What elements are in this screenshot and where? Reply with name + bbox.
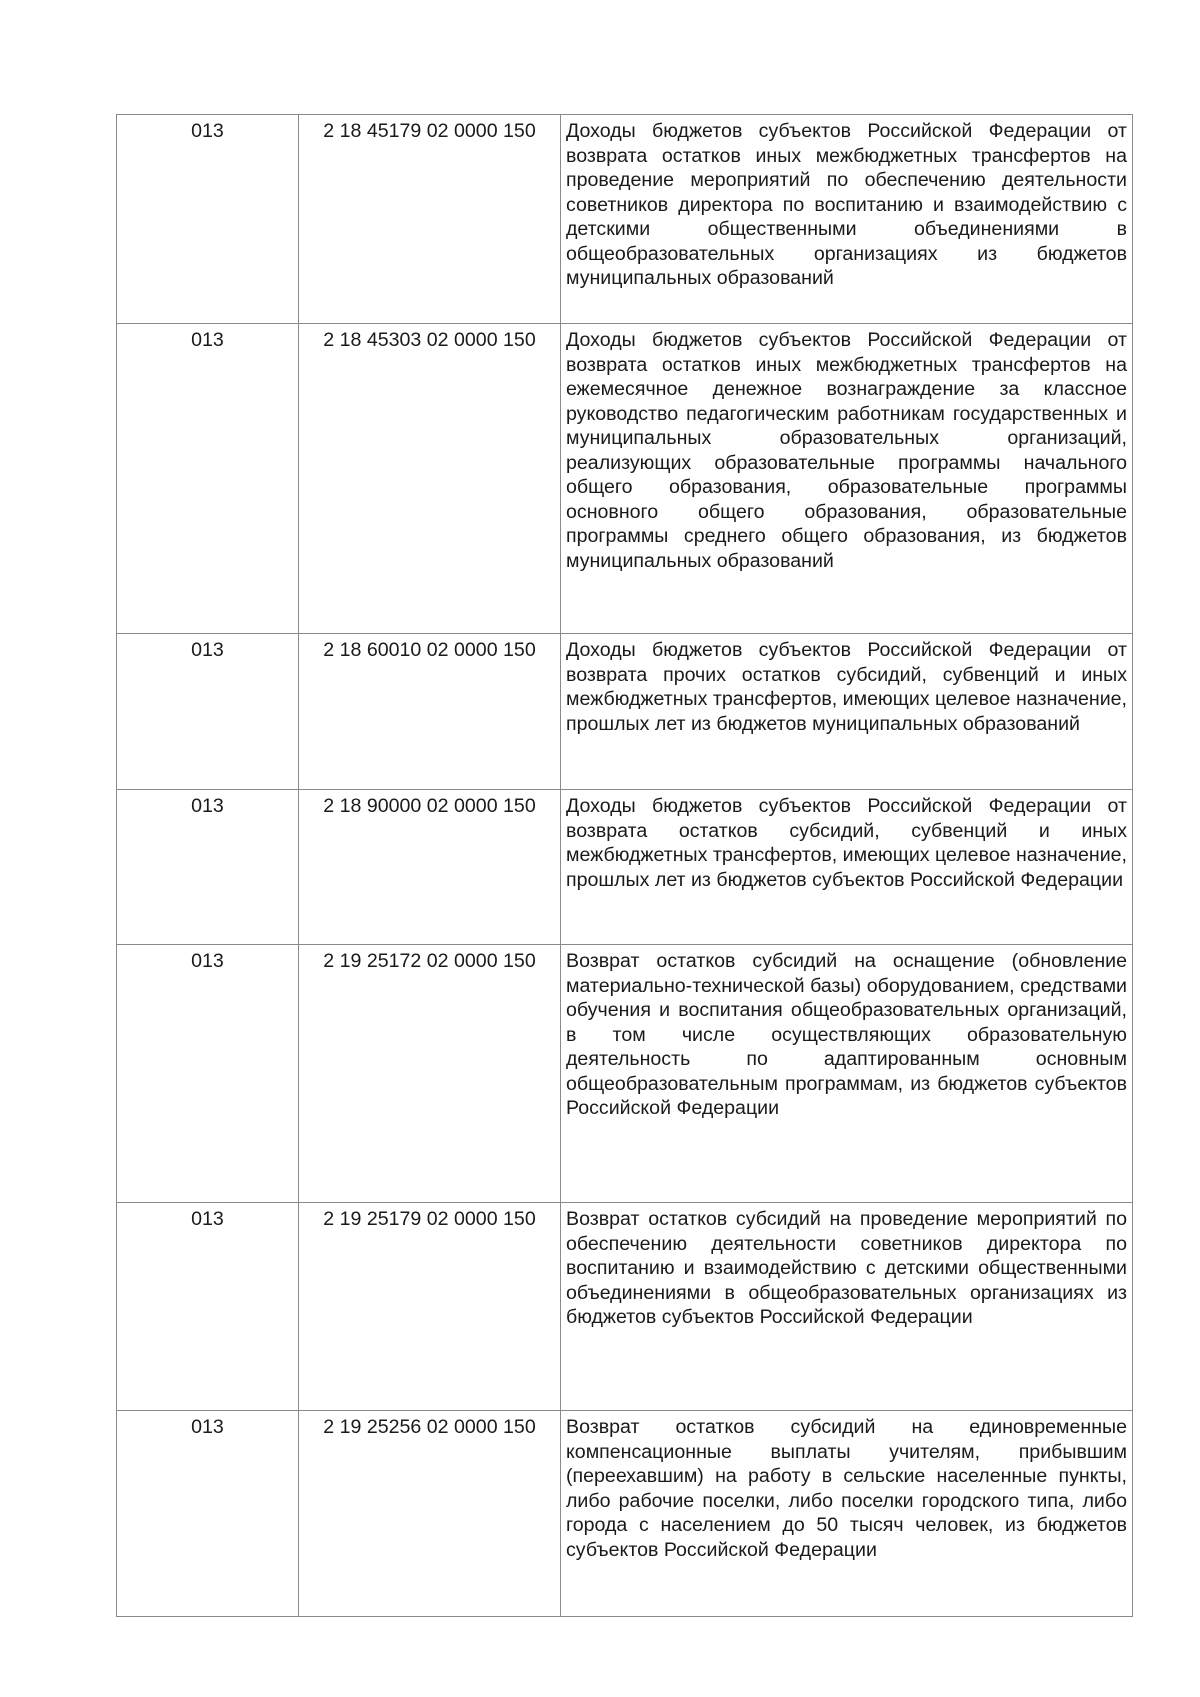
admin-code-cell: 013 bbox=[117, 634, 299, 790]
income-name-cell: Доходы бюджетов субъектов Российской Федерации от возврата остатков иных межбюджетных трансфертов на проведение мероприятий по обеспечению деятельности советников директора по воспитанию и взаимодействию с детскими общественными объединениями в общеобразовательных организациях из бюджетов муниципальных образований bbox=[561, 115, 1133, 324]
budget-code-cell: 2 18 60010 02 0000 150 bbox=[299, 634, 561, 790]
budget-code-cell: 2 19 25179 02 0000 150 bbox=[299, 1203, 561, 1411]
budget-code-cell: 2 18 45303 02 0000 150 bbox=[299, 324, 561, 634]
budget-code-cell: 2 18 90000 02 0000 150 bbox=[299, 790, 561, 945]
income-name-cell: Возврат остатков субсидий на единовременные компенсационные выплаты учителям, прибывшим (переехавшим) на работу в сельские населенные пункты, либо рабочие поселки, либо поселки городского типа, либо города с населением до 50 тысяч человек, из бюджетов субъектов Российской Федерации bbox=[561, 1411, 1133, 1617]
admin-code-cell: 013 bbox=[117, 1411, 299, 1617]
income-name-cell: Доходы бюджетов субъектов Российской Федерации от возврата прочих остатков субсидий, субвенций и иных межбюджетных трансфертов, имеющих целевое назначение, прошлых лет из бюджетов муниципальных образований bbox=[561, 634, 1133, 790]
budget-code-cell: 2 19 25256 02 0000 150 bbox=[299, 1411, 561, 1617]
budget-code-cell: 2 18 45179 02 0000 150 bbox=[299, 115, 561, 324]
table-row bbox=[117, 115, 1133, 324]
income-name-cell: Доходы бюджетов субъектов Российской Федерации от возврата остатков иных межбюджетных трансфертов на ежемесячное денежное вознаграждение за классное руководство педагогическим работникам государственных и муниципальных образовательных организаций, реализующих образовательные программы начального общего образования, образовательные программы основного общего образования, образовательные программы среднего общего образования, из бюджетов муниципальных образований bbox=[561, 324, 1133, 634]
table-row bbox=[117, 790, 1133, 945]
table-row bbox=[117, 324, 1133, 634]
budget-code-cell: 2 19 25172 02 0000 150 bbox=[299, 945, 561, 1203]
admin-code-cell: 013 bbox=[117, 324, 299, 634]
admin-code-cell: 013 bbox=[117, 1203, 299, 1411]
table-row bbox=[117, 634, 1133, 790]
admin-code-cell: 013 bbox=[117, 790, 299, 945]
income-name-cell: Возврат остатков субсидий на оснащение (обновление материально-технической базы) оборудованием, средствами обучения и воспитания общеобразовательных организаций, в том числе осуществляющих образовательную деятельность по адаптированным основным общеобразовательным программам, из бюджетов субъектов Российской Федерации bbox=[561, 945, 1133, 1203]
income-name-cell: Доходы бюджетов субъектов Российской Федерации от возврата остатков субсидий, субвенций и иных межбюджетных трансфертов, имеющих целевое назначение, прошлых лет из бюджетов субъектов Российской Федерации bbox=[561, 790, 1133, 945]
table-row bbox=[117, 945, 1133, 1203]
table-body bbox=[117, 115, 1133, 1617]
table-row bbox=[117, 1411, 1133, 1617]
admin-code-cell: 013 bbox=[117, 115, 299, 324]
income-name-cell: Возврат остатков субсидий на проведение мероприятий по обеспечению деятельности советников директора по воспитанию и взаимодействию с детскими общественными объединениями в общеобразовательных организациях из бюджетов субъектов Российской Федерации bbox=[561, 1203, 1133, 1411]
table-row bbox=[117, 1203, 1133, 1411]
admin-code-cell: 013 bbox=[117, 945, 299, 1203]
budget-codes-table bbox=[116, 114, 1133, 1617]
